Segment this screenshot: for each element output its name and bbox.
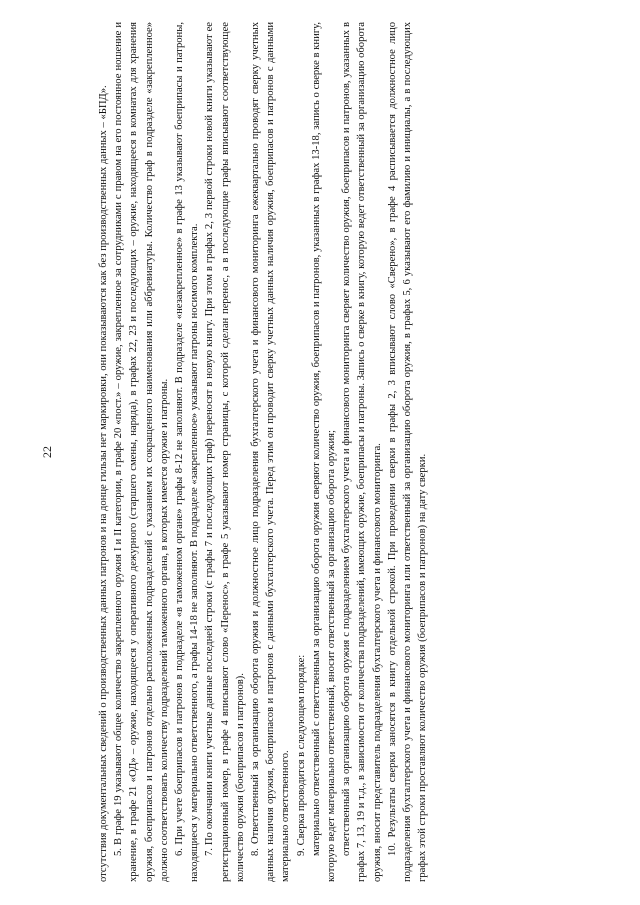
paragraph: отсутствия документальных сведений о производственных данных патронов и на донце гильзы нет маркировки, они показываются как без производственных данных – «БПД». <box>98 85 109 882</box>
paragraph: 5. В графе 19 указывают общее количество закрепленного оружия I и II категории, в графе 20 «пост.» – оружие, закрепленное за сотрудниками с правом на его постоянное ношение и хранение, в графе 21 «ОД» – оружие, находящееся у оперативного дежурного (старшего смены, наряда), в графах 22, 23 и последующих – оружие, находящееся в комнатах для хранения оружия, боеприпасов и патронов отдельно расположенных подразделений с указанием их сокращенного наименования или аббревиатуры. Количество граф в подразделе «закрепленное» должно соответствовать количеству подразделений таможенного органа, в которых имеется оружие и патроны. <box>113 22 170 882</box>
body-text <box>96 22 430 882</box>
paragraph: материально ответственный с ответственным за организацию оборота оружия сверяют количество оружия, боеприпасов и патронов, указанных в графах 13-18, запись о сверке в книгу, которую ведет материально ответственный, вносит ответственный за организацию оборота оружия; <box>310 22 338 882</box>
paragraph: 7. По окончании книги учетные данные последней строки (с графы 7 и последующих граф) переносят в новую книгу. При этом в графах 2, 3 первой строки новой книги указывают ее регистрационный номер, в графе 4 вписывают слово «Перенос», в графе 5 указывают номер страницы, с которой сделан перенос, а в последующие графы вписывают соответствующее количество оружия (боеприпасов и патронов). <box>204 22 246 882</box>
rotated-page-content <box>40 22 600 882</box>
paragraph: ответственный за организацию оборота оружия с подразделением бухгалтерского учета и финансового мониторинга сверяет количество оружия, боеприпасов и патронов, указанных в графах 7, 13, 19 и т.д., в зависимости от количества подразделений, имеющих оружие, боеприпасы и патроны. Запись о сверке в книгу, которую ведет ответственный за организацию оборота оружия, вносит представитель подразделения бухгалтерского учета и финансового мониторинга. <box>341 22 383 882</box>
page-number: 22 <box>40 446 54 458</box>
paragraph: 9. Сверка проводится в следующем порядке: <box>295 654 307 856</box>
paragraph: 6. При учете боеприпасов и патронов в подразделе «в таможенном органе» графы 8-12 не заполняют. В подразделе «незакрепленное» в графе 13 указывают боеприпасы и патроны, находящиеся у материально ответственного, а графы 14-18 не заполняют. В подразделе «закрепленное» указывают патроны носимого комплекта. <box>174 22 201 882</box>
paragraph: 8. Ответственный за организацию оборота оружия и должностное лицо подразделения бухгалтерского учета и финансового мониторинга ежеквартально проводят сверку учетных данных наличия оружия, боеприпасов и патронов с данными бухгалтерского учета. Перед этим он проводит сверку учетных данных наличия оружия, боеприпасов и патронов с данными материально ответственного. <box>250 22 292 882</box>
paragraph: 10. Результаты сверки заносятся в книгу отдельной строкой. При проведении сверки в графы 2, 3 вписывают слово «Сверено», в графе 4 расписывается должностное лицо подразделения бухгалтерского учета и финансового мониторинга или ответственный за организацию оборота оружия, в графах 5, 6 указывают его фамилию и инициалы, а в последующих графах этой строки проставляют количество оружия (боеприпасов и патронов) на дату сверки. <box>386 22 429 882</box>
